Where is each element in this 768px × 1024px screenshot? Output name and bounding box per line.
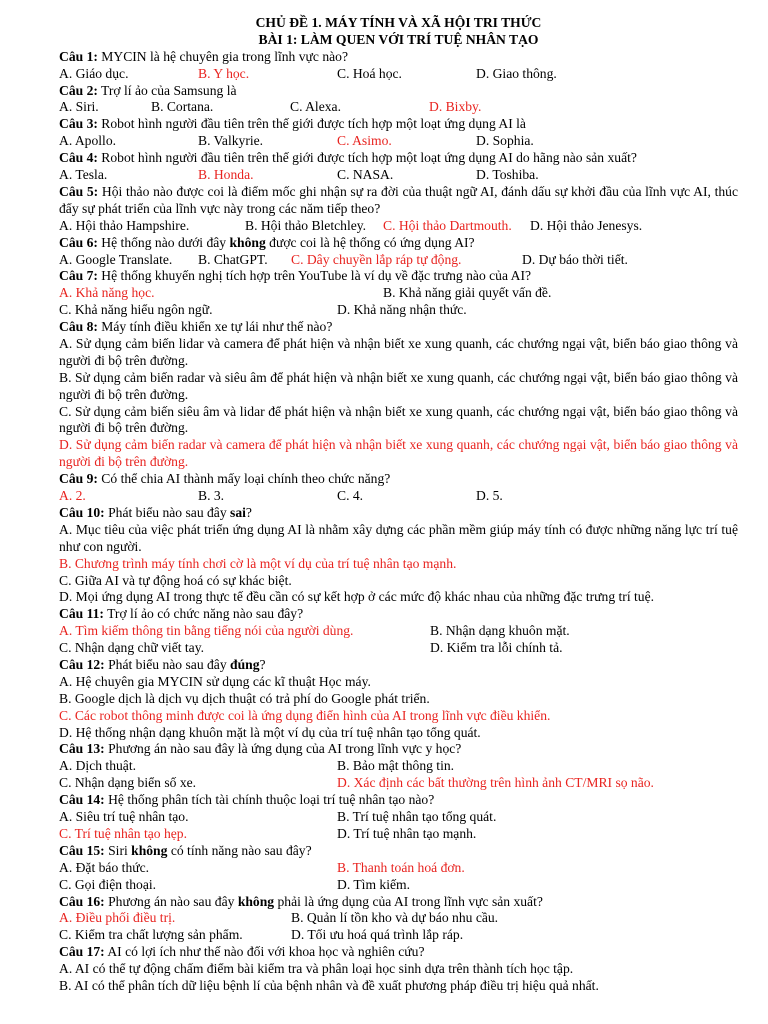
option-d: D. Mọi ứng dụng AI trong thực tế đều cần có sự kết hợp ở các mức độ khác nhau của những đặc trưng trí tuệ.: [59, 589, 655, 605]
question-text: MYCIN là hệ chuyên gia trong lĩnh vực nào?: [97, 48, 349, 64]
options-row: [59, 167, 738, 184]
options-row: [59, 218, 738, 235]
option-c-answer: C. Hội thảo Dartmouth.: [383, 217, 512, 233]
question-text: Phát biểu nào sau đây: [104, 657, 231, 673]
option-d-answer: D. Sử dụng cảm biến radar và camera để phát hiện và nhận biết xe xung quanh, các chướng ngại vật, biển báo giao thông và người đi bộ trên đường.: [59, 437, 738, 470]
question-9: [59, 471, 738, 488]
option-a: A. Siri.: [59, 99, 99, 115]
question-text: được coi là hệ thống có ứng dụng AI?: [265, 234, 475, 250]
option-c: C. Khả năng hiểu ngôn ngữ.: [59, 302, 213, 318]
option-b: B. Quản lí tồn kho và dự báo nhu cầu.: [291, 910, 499, 926]
options-row: [59, 623, 738, 640]
option-c: C. Kiểm tra chất lượng sản phẩm.: [59, 927, 243, 943]
option-b-answer: B. Thanh toán hoá đơn.: [337, 859, 465, 875]
question-label: Câu 12:: [59, 657, 105, 673]
doc-title: CHỦ ĐỀ 1. MÁY TÍNH VÀ XÃ HỘI TRI THỨC: [255, 15, 542, 30]
question-text: Robot hình người đầu tiên trên thế giới được tích hợp một loạt ứng dụng AI là: [97, 116, 526, 132]
option-c: C. Sử dụng cảm biến siêu âm và lidar để phát hiện và nhận biết xe xung quanh, các chướng ngại vật, biển báo giao thông và người đi bộ trên đường.: [59, 403, 738, 436]
option-d: D. Trí tuệ nhân tạo mạnh.: [337, 825, 477, 841]
option-d: D. Sophia.: [476, 133, 534, 149]
question-text: Phát biểu nào sau đây: [104, 504, 231, 520]
option-a: A. Sử dụng cảm biến lidar và camera để phát hiện và nhận biết xe xung quanh, các chướng ngại vật, biển báo giao thông và người đi bộ trên đường.: [59, 335, 738, 368]
question-text: ?: [245, 504, 252, 520]
options-row: [59, 302, 738, 319]
question-text: AI có lợi ích như thế nào đối với khoa học và nghiên cứu?: [104, 944, 425, 960]
option-b: B. Sử dụng cảm biến radar và siêu âm để phát hiện và nhận biết xe xung quanh, các chướng ngại vật, biển báo giao thông và người đi bộ trên đường.: [59, 369, 738, 402]
question-label: Câu 4:: [59, 150, 98, 166]
options-row: [59, 826, 738, 843]
options-row: [59, 927, 738, 944]
option-c: C. NASA.: [337, 167, 394, 183]
option-b: B. Valkyrie.: [198, 133, 264, 149]
options-row: [59, 285, 738, 302]
question-text: Phương án nào sau đây là ứng dụng của AI trong lĩnh vực y học?: [104, 741, 462, 757]
option-b: B. Cortana.: [151, 99, 214, 115]
question-emphasis: không: [131, 842, 168, 858]
option-c: C. Nhận dạng chữ viết tay.: [59, 640, 205, 656]
option-b: B. Trí tuệ nhân tạo tổng quát.: [337, 809, 497, 825]
options-row: [59, 809, 738, 826]
options-row: [59, 488, 738, 505]
option-a: A. Dịch thuật.: [59, 758, 137, 774]
option-c: C. Hoá học.: [337, 65, 402, 81]
option-d-answer: D. Bixby.: [429, 99, 482, 115]
option-a: A. Google Translate.: [59, 251, 173, 267]
option-d: D. Kiểm tra lỗi chính tả.: [430, 640, 563, 656]
option-a: A. Đặt báo thức.: [59, 859, 150, 875]
option-a: A. Hội thảo Hampshire.: [59, 217, 190, 233]
option-d: D. Hội thảo Jenesys.: [530, 217, 643, 233]
question-text: có tính năng nào sau đây?: [167, 842, 312, 858]
option-c: C. 4.: [337, 488, 364, 504]
question-emphasis: không: [229, 234, 266, 250]
question-label: Câu 14:: [59, 792, 105, 808]
option-b: B. Khả năng giải quyết vấn đề.: [383, 285, 552, 301]
option-c-answer: C. Dây chuyền lắp ráp tự động.: [291, 251, 462, 267]
option-d: D. Tìm kiếm.: [337, 876, 410, 892]
option-b: B. 3.: [198, 488, 225, 504]
question-label: Câu 5:: [59, 183, 99, 199]
question-text: Hội thảo nào được coi là điểm mốc ghi nhận sự ra đời của thuật ngữ AI, đánh dấu sự khởi đầu của lĩnh vực AI, thúc đẩy sự phát triển của lĩnh vực này trong các năm tiếp theo?: [59, 183, 739, 216]
option-d: D. Dự báo thời tiết.: [522, 251, 628, 267]
options-row: [59, 775, 738, 792]
question-text: Siri: [104, 842, 132, 858]
option-c-answer: C. Asimo.: [337, 133, 392, 149]
options-row: [59, 877, 738, 894]
option-c-answer: C. Trí tuệ nhân tạo hẹp.: [59, 825, 188, 841]
question-1: [59, 49, 738, 66]
option-c: C. Nhận dạng biển số xe.: [59, 775, 197, 791]
question-label: Câu 11:: [59, 606, 104, 622]
question-15: [59, 843, 738, 860]
option-d: D. 5.: [476, 488, 503, 504]
question-text: ?: [259, 657, 266, 673]
question-12: [59, 657, 738, 674]
question-text: Trợ lí ảo của Samsung là: [97, 82, 237, 98]
question-emphasis: sai: [230, 504, 246, 520]
question-label: Câu 8:: [59, 319, 98, 335]
question-text: Trợ lí ảo có chức năng nào sau đây?: [103, 606, 304, 622]
option-a-answer: A. Điều phối điều trị.: [59, 910, 176, 926]
options-row: [59, 910, 738, 927]
option-c: C. Giữa AI và tự động hoá có sự khác biệt.: [59, 572, 292, 588]
option-c: C. Alexa.: [290, 99, 341, 115]
question-text: Hệ thống phân tích tài chính thuộc loại trí tuệ nhân tạo nào?: [104, 792, 435, 808]
question-label: Câu 10:: [59, 504, 105, 520]
question-label: Câu 1:: [59, 48, 98, 64]
question-label: Câu 13:: [59, 741, 105, 757]
option-a: A. Mục tiêu của việc phát triển ứng dụng AI là nhằm xây dựng các phần mềm giúp máy tính có được những năng lực trí tuệ như con người.: [59, 521, 738, 554]
option-d: D. Giao thông.: [476, 65, 557, 81]
question-text: Máy tính điều khiển xe tự lái như thế nào?: [97, 319, 333, 335]
options-row: [59, 133, 738, 150]
question-4: [59, 150, 738, 167]
question-11: [59, 606, 738, 623]
options-row: [59, 99, 738, 116]
question-text: Có thể chia AI thành mấy loại chính theo chức năng?: [97, 471, 391, 487]
option-b-answer: B. Chương trình máy tính chơi cờ là một ví dụ của trí tuệ nhân tạo mạnh.: [59, 555, 457, 571]
options-row: [59, 66, 738, 83]
option-a-answer: A. Tìm kiếm thông tin bằng tiếng nói của người dùng.: [59, 623, 354, 639]
option-a: A. AI có thể tự động chấm điểm bài kiểm tra và phân loại học sinh dựa trên thành tích học tập.: [59, 961, 574, 977]
question-text: Phương án nào sau đây: [104, 893, 238, 909]
question-label: Câu 16:: [59, 893, 105, 909]
options-row: [59, 860, 738, 877]
option-d: D. Toshiba.: [476, 167, 539, 183]
question-14: [59, 792, 738, 809]
question-label: Câu 6:: [59, 234, 98, 250]
option-b: B. ChatGPT.: [198, 251, 268, 267]
question-label: Câu 2:: [59, 82, 98, 98]
option-c: C. Gọi điện thoại.: [59, 876, 157, 892]
option-a: A. Giáo dục.: [59, 65, 129, 81]
question-3: [59, 116, 738, 133]
option-c-answer: C. Các robot thông minh được coi là ứng dụng điển hình của AI trong lĩnh vực điều khiển.: [59, 707, 551, 723]
question-text: Robot hình người đầu tiên trên thế giới được tích hợp một loạt ứng dụng AI do hãng nào sản xuất?: [97, 150, 637, 166]
option-b: B. Google dịch là dịch vụ dịch thuật có trả phí do Google phát triển.: [59, 690, 430, 706]
option-b: B. Nhận dạng khuôn mặt.: [430, 623, 570, 639]
question-6: [59, 235, 738, 252]
question-emphasis: đúng: [230, 657, 260, 673]
question-label: Câu 7:: [59, 268, 98, 284]
question-text: Hệ thống khuyến nghị tích hợp trên YouTube là ví dụ về đặc trưng nào của AI?: [97, 268, 532, 284]
question-label: Câu 15:: [59, 842, 105, 858]
question-10: [59, 505, 738, 522]
question-17: [59, 944, 738, 961]
question-label: Câu 17:: [59, 944, 105, 960]
options-row: [59, 252, 738, 269]
option-b: B. Bảo mật thông tin.: [337, 758, 455, 774]
question-text: Hệ thống nào dưới đây: [97, 234, 230, 250]
option-a-answer: A. 2.: [59, 488, 86, 504]
option-d-answer: D. Xác định các bất thường trên hình ảnh CT/MRI sọ não.: [337, 775, 654, 791]
question-7: [59, 268, 738, 285]
question-label: Câu 9:: [59, 471, 98, 487]
option-b: B. Hội thảo Bletchley.: [245, 217, 367, 233]
option-a: A. Hệ chuyên gia MYCIN sử dụng các kĩ thuật Học máy.: [59, 673, 371, 689]
question-5: [59, 184, 738, 218]
option-b-answer: B. Honda.: [198, 167, 254, 183]
options-row: [59, 640, 738, 657]
option-a-answer: A. Khả năng học.: [59, 285, 155, 301]
question-16: [59, 894, 738, 911]
question-2: [59, 83, 738, 100]
question-8: [59, 319, 738, 336]
question-label: Câu 3:: [59, 116, 98, 132]
option-d: D. Khả năng nhận thức.: [337, 302, 467, 318]
option-d: D. Hệ thống nhận dạng khuôn mặt là một ví dụ của trí tuệ nhân tạo tổng quát.: [59, 724, 481, 740]
options-row: [59, 758, 738, 775]
option-b-answer: B. Y học.: [198, 65, 250, 81]
question-text: phải là ứng dụng của AI trong lĩnh vực sản xuất?: [274, 893, 543, 909]
option-a: A. Siêu trí tuệ nhân tạo.: [59, 809, 189, 825]
question-13: [59, 741, 738, 758]
option-a: A. Apollo.: [59, 133, 117, 149]
option-b: B. AI có thể phân tích dữ liệu bệnh lí của bệnh nhân và đề xuất phương pháp điều trị hiệu quả nhất.: [59, 977, 599, 993]
question-emphasis: không: [237, 893, 275, 909]
doc-subtitle: BÀI 1: LÀM QUEN VỚI TRÍ TUỆ NHÂN TẠO: [258, 31, 539, 47]
option-d: D. Tối ưu hoá quá trình lắp ráp.: [291, 927, 464, 943]
option-a: A. Tesla.: [59, 167, 108, 183]
